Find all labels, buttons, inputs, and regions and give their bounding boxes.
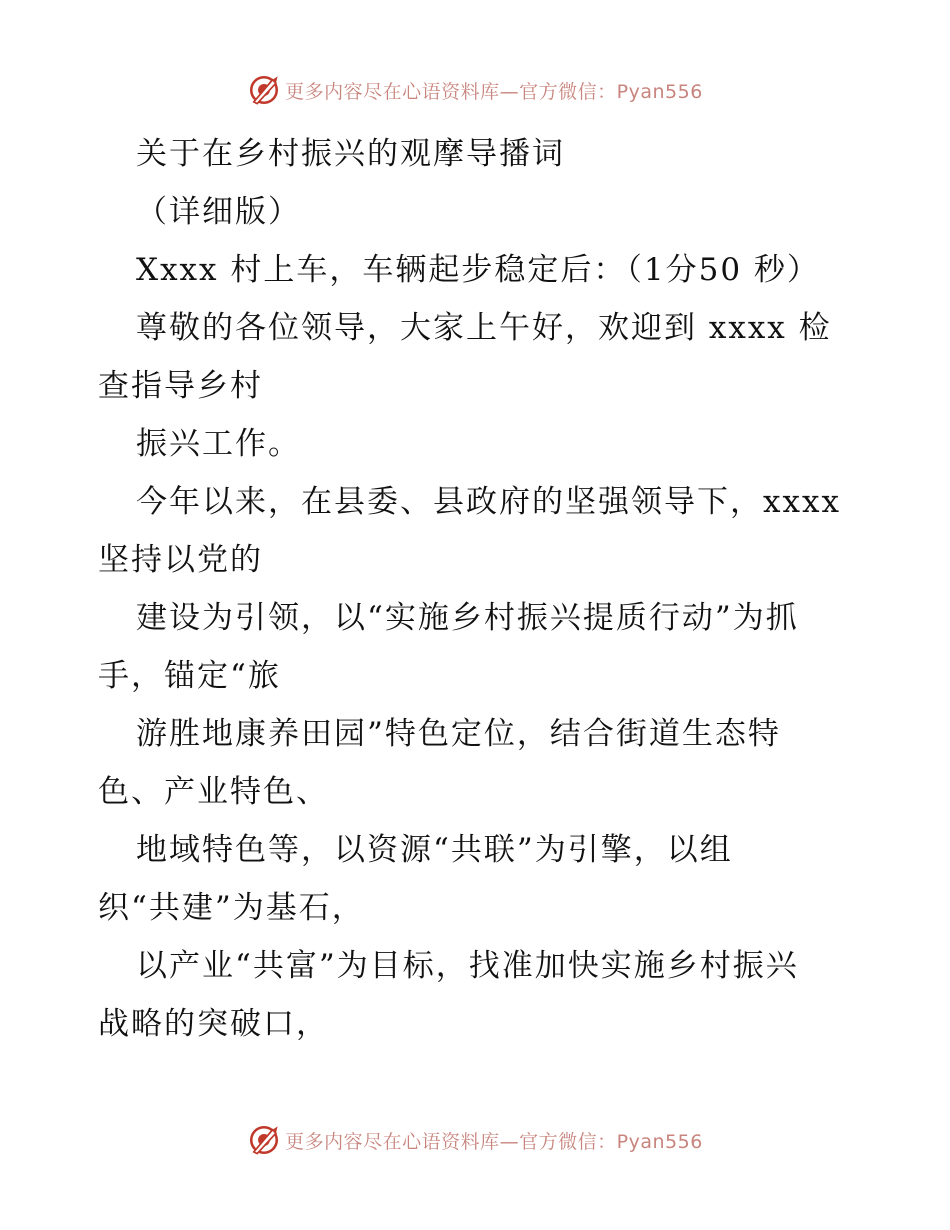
- paragraph-line: 查指导乡村: [98, 368, 263, 404]
- pen-logo-icon: [247, 1123, 281, 1157]
- document-body: [98, 125, 858, 1053]
- paragraph-line: 以产业“共富”为目标，找准加快实施乡村振兴: [136, 948, 799, 984]
- document-title: 关于在乡村振兴的观摩导播词: [136, 136, 565, 172]
- paragraph-line: 战略的突破口，: [98, 1006, 329, 1042]
- banner-text: 更多内容尽在心语资料库—官方微信：Pyan556: [285, 1130, 703, 1153]
- header-banner: [0, 72, 950, 108]
- footer-banner: [0, 1122, 950, 1158]
- paragraph-line: 织“共建”为基石，: [98, 890, 365, 926]
- paragraph-line: 坚持以党的: [98, 542, 263, 578]
- paragraph-line: 尊敬的各位领导，大家上午好，欢迎到 xxxx 检: [136, 310, 832, 346]
- paragraph-line: Xxxx 村上车，车辆起步稳定后：（1分50 秒）: [136, 252, 820, 288]
- banner-text: 更多内容尽在心语资料库—官方微信：Pyan556: [285, 80, 703, 103]
- paragraph-line: 手，锚定“旅: [98, 658, 281, 694]
- paragraph-line: 游胜地康养田园”特色定位，结合街道生态特: [136, 716, 781, 752]
- pen-logo-icon: [247, 73, 281, 107]
- paragraph-line: 建设为引领，以“实施乡村振兴提质行动”为抓: [136, 600, 799, 636]
- paragraph-line: 振兴工作。: [136, 426, 301, 462]
- paragraph-line: 色、产业特色、: [98, 774, 329, 810]
- paragraph-line: 地域特色等，以资源“共联”为引擎，以组: [136, 832, 733, 868]
- document-subtitle: （详细版）: [136, 194, 301, 230]
- paragraph-line: 今年以来，在县委、县政府的坚强领导下，xxxx: [136, 484, 841, 520]
